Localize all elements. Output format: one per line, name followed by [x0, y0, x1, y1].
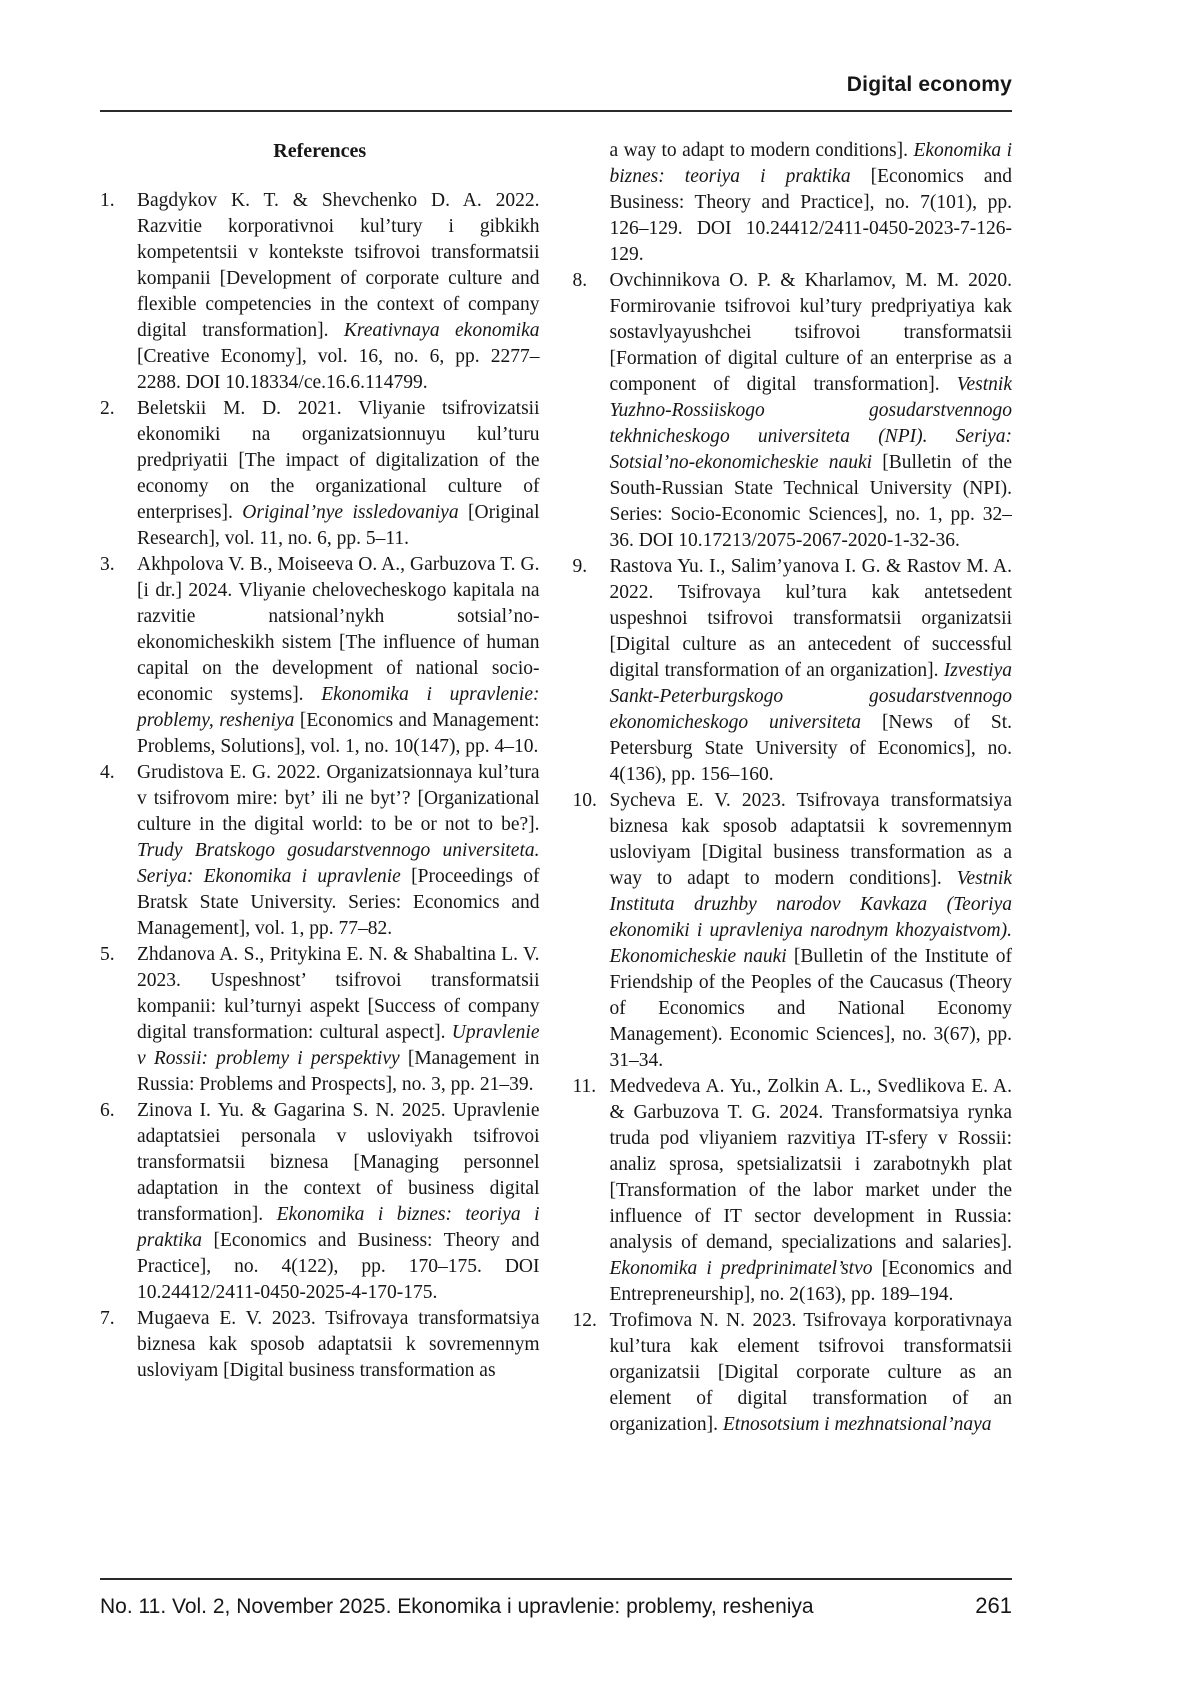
journal-title-italic: Ekonomika i biznes: teoriya i praktika: [609, 140, 1012, 187]
reference-text: Mugaeva E. V. 2023. Tsifrovaya transformatsiya biznesa kak sposob adaptatsii k sovremennym usloviyam [Digital business transformation as: [137, 1308, 540, 1381]
reference-text: [Economics and Business: Theory and Practice], no. 7(101), pp. 126–129. DOI 10.24412/2411-0450-2023-7-126-129.: [609, 166, 1012, 265]
reference-number: 4.: [100, 762, 115, 783]
page-footer: [100, 1578, 1012, 1620]
reference-number: 5.: [100, 944, 115, 965]
journal-title-italic: Etnosotsium i mezhnatsional’naya: [722, 1414, 992, 1435]
reference-item: [573, 788, 1013, 1074]
reference-text: [Economics and Management: Problems, Solutions], vol. 1, no. 10(147), pp. 4–10.: [137, 710, 540, 757]
reference-text: Beletskii M. D. 2021. Vliyanie tsifrovizatsii ekonomiki na organizatsionnuyu kul’turu predpriyatii [The impact of digitalization of the economy on the organizational culture of enterprises].: [137, 398, 540, 523]
reference-number: 3.: [100, 554, 115, 575]
reference-item: [573, 1308, 1013, 1438]
reference-item: [100, 1098, 540, 1306]
footer-line: [100, 1593, 1012, 1620]
reference-item: [100, 396, 540, 552]
reference-text: [News of St. Petersburg State University of Economics], no. 4(136), pp. 156–160.: [609, 712, 1012, 785]
reference-text: Trofimova N. N. 2023. Tsifrovaya korporativnaya kul’tura kak element tsifrovoi transformatsii organizatsii [Digital corporate culture as an element of digital transformation of an organization].: [609, 1310, 1012, 1435]
journal-title-italic: Original’nye issledovaniya: [242, 502, 459, 523]
footer-journal-info: No. 11. Vol. 2, November 2025. Ekonomika i upravlenie: problemy, resheniya: [100, 1595, 814, 1618]
footer-rule: [100, 1578, 1012, 1580]
left-column: [100, 138, 540, 1568]
reference-number: 1.: [100, 190, 115, 211]
reference-text: [Bulletin of the Institute of Friendship of the Peoples of the Caucasus (Theory of Economics and National Economy Management). Economic Sciences], no. 3(67), pp. 31–34.: [609, 946, 1012, 1071]
reference-item: [573, 1074, 1013, 1308]
reference-number: 11.: [572, 1076, 597, 1097]
footer-page-number: 261: [975, 1593, 1012, 1618]
journal-title-italic: Izvestiya Sankt-Peterburgskogo gosudarstvennogo ekonomicheskogo universiteta: [609, 660, 1012, 733]
references-section: [100, 138, 1012, 1568]
journal-title-italic: Trudy Bratskogo gosudarstvennogo universiteta. Seriya: Ekonomika i upravlenie: [137, 840, 540, 887]
reference-text: [Proceedings of Bratsk State University. Series: Economics and Management], vol. 1, pp. 77–82.: [137, 866, 540, 939]
reference-text: [Bulletin of the South-Russian State Technical University (NPI). Series: Socio-Economic Sciences], no. 1, pp. 32–36. DOI 10.17213/2075-2067-2020-1-32-36.: [609, 452, 1012, 551]
running-head-title: Digital economy: [846, 73, 1012, 96]
reference-continuation: [573, 138, 1013, 268]
reference-item: [100, 942, 540, 1098]
references-heading: References: [273, 140, 367, 162]
journal-title-italic: Vestnik Instituta druzhby narodov Kavkaza (Teoriya ekonomiki i upravleniya narodnym khozyaistvom). Ekonomicheskie nauki: [609, 868, 1012, 967]
journal-title-italic: Vestnik Yuzhno-Rossiiskogo gosudarstvennogo tekhnicheskogo universiteta (NPI). Seriya: Sotsial’no-ekonomicheskie nauki: [609, 374, 1012, 473]
header-rule: [100, 110, 1012, 112]
reference-item: [573, 268, 1013, 554]
reference-text: Akhpolova V. B., Moiseeva O. A., Garbuzova T. G. [i dr.] 2024. Vliyanie chelovecheskogo kapitala na razvitie natsional’nykh sotsial’no-ekonomicheskikh sistem [The influence of human capital on the development of national socio-economic systems].: [137, 554, 540, 705]
reference-number: 9.: [572, 556, 588, 577]
reference-text: [Economics and Entrepreneurship], no. 2(163), pp. 189–194.: [609, 1258, 1012, 1305]
reference-text: [Management in Russia: Problems and Prospects], no. 3, pp. 21–39.: [137, 1048, 540, 1095]
reference-text: Zinova I. Yu. & Gagarina S. N. 2025. Upravlenie adaptatsiei personala v usloviyakh tsifrovoi transformatsii biznesa [Managing personnel adaptation in the context of business digital transformation].: [137, 1100, 540, 1225]
reference-item: [100, 188, 540, 396]
reference-text: Bagdykov K. T. & Shevchenko D. A. 2022. Razvitie korporativnoi kul’tury i gibkikh kompetentsii v kontekste tsifrovoi transformatsii kompanii [Development of corporate culture and flexible competencies in the context of company digital transformation].: [137, 190, 540, 341]
journal-title-italic: Ekonomika i predprinimatel’stvo: [609, 1258, 873, 1279]
journal-title-italic: Upravlenie v Rossii: problemy i perspektivy: [137, 1022, 540, 1069]
page-header: [100, 72, 1012, 112]
journal-title-italic: Kreativnaya ekonomika: [343, 320, 540, 341]
reference-item: [100, 1306, 540, 1384]
reference-text: Ovchinnikova O. P. & Kharlamov, M. M. 2020. Formirovanie tsifrovoi kul’tury predpriyatiya kak sostavlyayushchei tsifrovoi transformatsii [Formation of digital culture of an enterprise as a component of digital transformation].: [609, 270, 1012, 395]
reference-text: a way to adapt to modern conditions].: [609, 140, 914, 161]
reference-text: Rastova Yu. I., Salim’yanova I. G. & Rastov M. A. 2022. Tsifrovaya kul’tura kak antetsedent uspeshnoi tsifrovoi transformatsii organizatsii [Digital culture as an antecedent of successful digital transformation of an organization].: [609, 556, 1012, 681]
reference-item: [573, 554, 1013, 788]
reference-number: 12.: [572, 1310, 597, 1331]
references-list-right: [573, 138, 1013, 1438]
journal-title-italic: Ekonomika i upravlenie: problemy, resheniya: [137, 684, 540, 731]
reference-number: 7.: [100, 1308, 115, 1329]
reference-text: Grudistova E. G. 2022. Organizatsionnaya kul’tura v tsifrovom mire: byt’ ili ne byt’? [Organizational culture in the digital world: to be or not to be?].: [137, 762, 540, 835]
reference-number: 10.: [572, 790, 597, 811]
reference-text: Zhdanova A. S., Pritykina E. N. & Shabaltina L. V. 2023. Uspeshnost’ tsifrovoi transformatsii kompanii: kul’turnyi aspekt [Success of company digital transformation: cultural aspect].: [137, 944, 540, 1043]
reference-text: [Original Research], vol. 11, no. 6, pp. 5–11.: [137, 502, 540, 549]
reference-text: [Creative Economy], vol. 16, no. 6, pp. 2277–2288. DOI 10.18334/ce.16.6.114799.: [137, 346, 540, 393]
journal-title-italic: Ekonomika i biznes: teoriya i praktika: [137, 1204, 540, 1251]
reference-text: Medvedeva A. Yu., Zolkin A. L., Svedlikova E. A. & Garbuzova T. G. 2024. Transformatsiya rynka truda pod vliyaniem razvitiya IT-sfery v Rossii: analiz sprosa, spetsializatsii i zarabotnykh plat [Transformation of the labor market under the influence of IT sector development in Russia: analysis of demand, specializations and salaries].: [609, 1076, 1012, 1253]
reference-number: 6.: [100, 1100, 115, 1121]
reference-item: [100, 552, 540, 760]
references-list-left: [100, 188, 540, 1384]
reference-text: [Economics and Business: Theory and Practice], no. 4(122), pp. 170–175. DOI 10.24412/2411-0450-2025-4-170-175.: [137, 1230, 540, 1303]
reference-text: Sycheva E. V. 2023. Tsifrovaya transformatsiya biznesa kak sposob adaptatsii k sovremennym usloviyam [Digital business transformation as a way to adapt to modern conditions].: [609, 790, 1012, 889]
reference-number: 2.: [100, 398, 115, 419]
reference-item: [100, 760, 540, 942]
right-column: [573, 138, 1013, 1568]
reference-number: 8.: [572, 270, 588, 291]
